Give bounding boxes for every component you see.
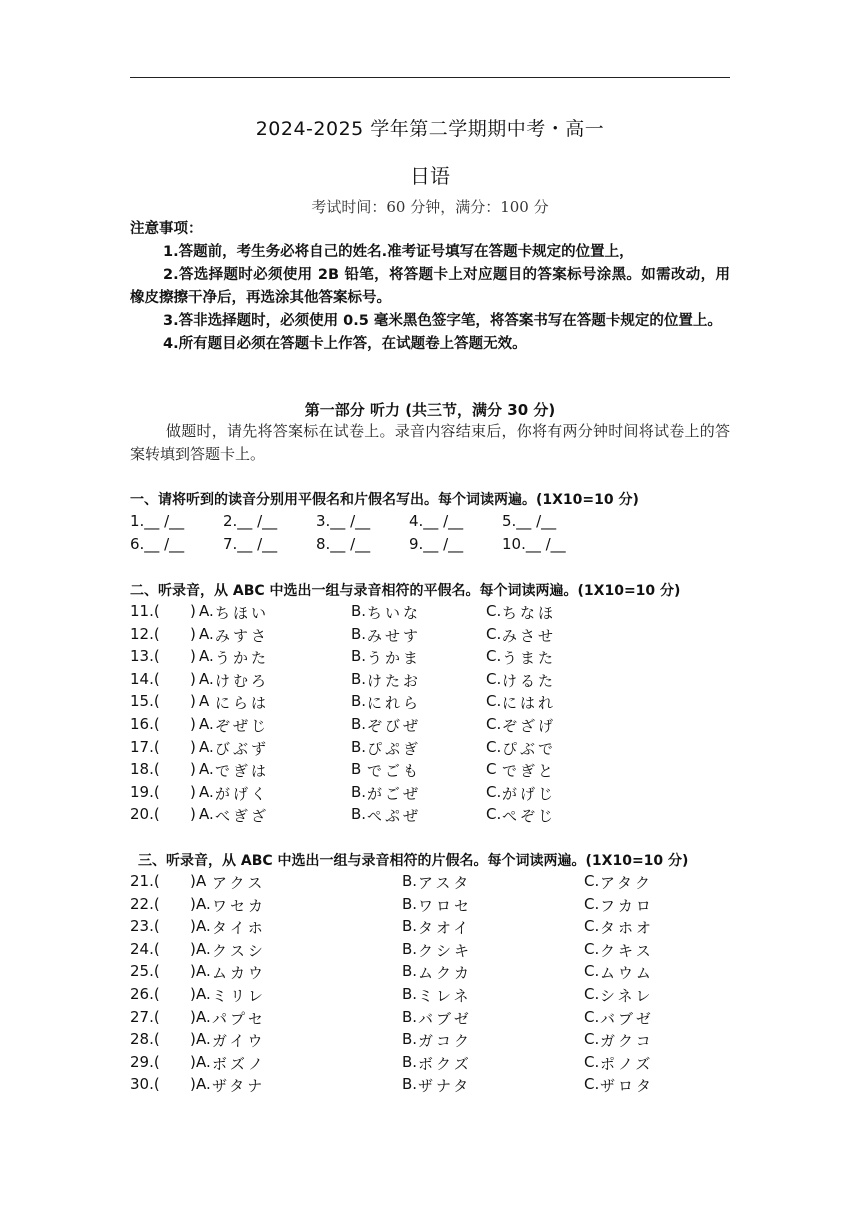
option-c-label: C. — [584, 962, 600, 981]
option-c-text: タホオ — [600, 919, 655, 938]
question-row — [130, 1008, 730, 1030]
option-c-text: ぺぞじ — [502, 807, 557, 826]
option-c-text: でぎと — [502, 762, 557, 781]
option-a-text: ワセカ — [212, 896, 267, 915]
option-a-text: ガイウ — [212, 1032, 266, 1051]
exam-info: 考试时间：60 分钟，满分：100 分 — [311, 198, 549, 216]
option-c-text: うまた — [502, 649, 557, 668]
blank-item: 4.__ /__ — [409, 512, 464, 530]
subject-title: 日语 — [410, 164, 450, 188]
option-c-text: シネレ — [600, 987, 654, 1005]
option-b-label: B. — [351, 737, 367, 756]
notes-heading: 注意事项： — [130, 221, 203, 237]
option-a-label: A. — [196, 939, 211, 958]
option-a-text: パプセ — [212, 1009, 266, 1028]
question-number: 21.( — [130, 872, 160, 890]
option-c-label: C — [486, 760, 497, 779]
question-number: 22.( — [130, 894, 160, 913]
option-a-label: A. — [199, 602, 214, 620]
answer-paren: ) — [190, 985, 196, 1003]
option-b-text: アスタ — [418, 874, 472, 892]
option-b-text: ボクズ — [418, 1054, 472, 1073]
option-c-label: C. — [486, 805, 502, 824]
option-a-label: A. — [196, 1030, 211, 1049]
option-a-text: べぎざ — [215, 807, 270, 826]
option-b-label: B. — [402, 1075, 418, 1094]
option-c-label: C. — [584, 917, 600, 936]
question-number: 15.( — [130, 692, 160, 711]
option-a-text: ちほい — [215, 604, 270, 622]
option-a-label: A. — [199, 647, 214, 666]
option-a-label: A. — [199, 805, 214, 824]
option-b-label: B. — [402, 939, 418, 958]
option-a-label: A. — [196, 962, 211, 981]
option-c-label: C. — [584, 1052, 600, 1071]
section1-title: 一、请将听到的读音分别用平假名和片假名写出。每个词读两遍。(1X10=10 分) — [130, 492, 639, 508]
option-c-text: ちなほ — [502, 604, 557, 622]
question-row — [130, 738, 730, 760]
question-number: 16.( — [130, 715, 160, 733]
blank-item: 10.__ /__ — [502, 535, 566, 553]
note-item: 4.所有题目必须在答题卡上作答，在试题卷上答题无效。 — [163, 336, 527, 352]
answer-paren: ) — [190, 917, 196, 936]
option-a-label: A. — [199, 624, 214, 643]
option-b-label: B — [351, 760, 362, 779]
option-b-text: みせす — [367, 626, 422, 645]
blank-item: 9.__ /__ — [409, 535, 464, 553]
option-b-label: B. — [402, 1052, 418, 1071]
option-c-label: C. — [584, 872, 600, 890]
answer-paren: ) — [190, 1030, 196, 1049]
answer-paren: ) — [190, 872, 196, 890]
answer-paren: ) — [190, 669, 196, 688]
option-a-label: A — [196, 872, 207, 890]
option-c-label: C. — [486, 647, 502, 666]
question-row — [130, 670, 730, 692]
question-row — [130, 1075, 730, 1097]
option-b-text: にれら — [367, 694, 422, 713]
option-c-text: ザロタ — [600, 1077, 655, 1096]
option-a-label: A. — [199, 782, 214, 801]
option-b-text: でごも — [367, 762, 422, 781]
option-b-text: ちいな — [367, 604, 422, 622]
option-a-text: ボズノ — [212, 1054, 267, 1073]
option-c-label: C. — [486, 782, 502, 801]
option-b-text: ぞびぜ — [367, 717, 422, 735]
option-b-text: ムクカ — [418, 964, 473, 983]
option-a-label: A. — [199, 737, 214, 756]
option-c-label: C. — [486, 715, 502, 733]
question-number: 25.( — [130, 962, 160, 981]
option-c-text: フカロ — [600, 896, 654, 915]
exam-title: 2024-2025 学年第二学期期中考・高一 — [255, 118, 605, 140]
note-item: 1.答题前，考生务必将自己的姓名.准考证号填写在答题卡规定的位置上， — [163, 244, 634, 260]
question-row — [130, 783, 730, 805]
blank-item: 2.__ /__ — [223, 512, 278, 530]
question-number: 17.( — [130, 737, 160, 756]
question-row — [130, 895, 730, 917]
option-a-text: ムカウ — [212, 964, 267, 983]
question-row — [130, 1030, 730, 1052]
option-a-text: タイホ — [212, 919, 266, 938]
answer-paren: ) — [190, 1007, 196, 1026]
header-rule — [130, 77, 730, 78]
question-row — [130, 715, 730, 737]
option-c-text: けるた — [502, 671, 557, 690]
option-b-label: B. — [402, 1007, 418, 1026]
question-number: 28.( — [130, 1030, 160, 1049]
question-row — [130, 692, 730, 714]
option-b-label: B. — [402, 872, 418, 890]
answer-paren: ) — [190, 692, 196, 711]
question-row — [130, 647, 730, 669]
option-b-label: B. — [351, 805, 367, 824]
option-b-label: B. — [402, 917, 418, 936]
option-b-label: B. — [351, 692, 367, 711]
note-item: 2.答选择题时必须使用 2B 铅笔，将答题卡上对应题目的答案标号涂黑。如需改动，用橡皮擦擦干净后，再选涂其他答案标号。 — [130, 267, 730, 306]
option-b-label: B. — [402, 962, 418, 981]
option-a-text: アクス — [212, 874, 266, 892]
answer-paren: ) — [190, 715, 196, 733]
option-a-label: A. — [196, 985, 211, 1003]
answer-paren: ) — [190, 782, 196, 801]
option-b-label: B. — [402, 985, 418, 1003]
question-row — [130, 917, 730, 939]
question-row — [130, 805, 730, 827]
option-a-label: A. — [196, 1075, 211, 1094]
answer-paren: ) — [190, 805, 196, 824]
option-b-text: バブゼ — [418, 1009, 472, 1028]
question-number: 30.( — [130, 1075, 160, 1094]
option-b-text: うかま — [367, 649, 422, 668]
option-b-text: クシキ — [418, 941, 473, 960]
option-b-text: ガコク — [418, 1032, 473, 1051]
option-b-text: がごぜ — [367, 784, 422, 803]
part1-intro: 做题时，请先将答案标在试卷上。录音内容结束后，你将有两分钟时间将试卷上的答案转填到答题卡上。 — [130, 422, 730, 463]
section3-title: 三、听录音，从 ABC 中选出一组与录音相符的片假名。每个词读两遍。(1X10=10 分) — [138, 853, 689, 869]
option-c-label: C. — [486, 692, 502, 711]
option-c-label: C. — [486, 669, 502, 688]
option-c-label: C. — [486, 602, 502, 620]
option-a-text: がげく — [215, 784, 270, 803]
option-c-text: バブゼ — [600, 1009, 654, 1028]
option-a-label: A. — [199, 760, 214, 779]
option-a-text: にらは — [215, 694, 270, 713]
question-number: 12.( — [130, 624, 160, 643]
option-b-text: タオイ — [418, 919, 472, 938]
option-b-text: ザナタ — [418, 1077, 472, 1096]
blank-item: 8.__ /__ — [316, 535, 371, 553]
option-c-text: がげじ — [502, 784, 557, 803]
question-row — [130, 602, 730, 624]
blank-item: 6.__ /__ — [130, 535, 185, 553]
option-b-text: ワロセ — [418, 896, 473, 915]
answer-paren: ) — [190, 939, 196, 958]
answer-paren: ) — [190, 737, 196, 756]
option-c-text: ぴぶで — [502, 739, 557, 758]
option-a-label: A. — [199, 715, 214, 733]
option-c-label: C. — [584, 1030, 600, 1049]
option-c-label: C. — [584, 1075, 600, 1094]
question-row — [130, 985, 730, 1007]
option-c-text: クキス — [600, 941, 654, 960]
option-c-text: にはれ — [502, 694, 557, 713]
blank-item: 3.__ /__ — [316, 512, 371, 530]
option-b-text: ぺぷぜ — [367, 807, 422, 826]
part1-title: 第一部分 听力 (共三节，满分 30 分) — [304, 401, 556, 419]
option-a-text: うかた — [215, 649, 270, 668]
blank-item: 5.__ /__ — [502, 512, 557, 530]
option-b-text: ぴぷぎ — [367, 739, 422, 758]
option-a-text: ザタナ — [212, 1077, 266, 1096]
option-c-label: C. — [584, 939, 600, 958]
option-a-label: A. — [196, 917, 211, 936]
option-a-text: でぎは — [215, 762, 270, 781]
question-number: 27.( — [130, 1007, 160, 1026]
option-a-label: A. — [196, 1007, 211, 1026]
question-number: 24.( — [130, 939, 160, 958]
question-number: 11.( — [130, 602, 160, 620]
option-b-label: B. — [351, 669, 367, 688]
option-c-text: みさせ — [502, 626, 557, 645]
option-b-label: B. — [402, 1030, 418, 1049]
section2-title: 二、听录音，从 ABC 中选出一组与录音相符的平假名。每个词读两遍。(1X10=10 分) — [130, 583, 681, 599]
answer-paren: ) — [190, 1052, 196, 1071]
option-b-label: B. — [351, 782, 367, 801]
question-row — [130, 872, 730, 894]
option-b-label: B. — [351, 602, 367, 620]
option-c-text: ぞざげ — [502, 717, 557, 735]
option-b-label: B. — [351, 624, 367, 643]
option-a-label: A. — [199, 669, 214, 688]
question-number: 26.( — [130, 985, 160, 1003]
question-row — [130, 1053, 730, 1075]
option-c-text: ガクコ — [600, 1032, 654, 1051]
blank-item: 1.__ /__ — [130, 512, 185, 530]
question-row — [130, 625, 730, 647]
question-number: 20.( — [130, 805, 160, 824]
option-b-text: けたお — [367, 671, 422, 690]
option-a-text: ぞぜじ — [215, 717, 270, 735]
option-b-text: ミレネ — [418, 987, 472, 1005]
question-row — [130, 760, 730, 782]
option-a-label: A. — [196, 1052, 211, 1071]
option-c-label: C. — [584, 894, 600, 913]
option-c-text: ムウム — [600, 964, 654, 983]
question-number: 18.( — [130, 760, 160, 779]
blank-item: 7.__ /__ — [223, 535, 278, 553]
option-a-label: A. — [196, 894, 211, 913]
option-c-text: アタク — [600, 874, 653, 892]
notes-block — [130, 218, 730, 356]
question-number: 14.( — [130, 669, 160, 688]
question-number: 13.( — [130, 647, 160, 666]
option-c-label: C. — [584, 1007, 600, 1026]
option-a-text: みすさ — [215, 626, 270, 645]
answer-paren: ) — [190, 602, 196, 620]
answer-paren: ) — [190, 647, 196, 666]
answer-paren: ) — [190, 962, 196, 981]
question-number: 19.( — [130, 782, 160, 801]
option-a-text: ミリレ — [212, 987, 267, 1005]
option-c-text: ポノズ — [600, 1054, 654, 1073]
option-a-text: びぶず — [215, 739, 270, 758]
option-a-text: クスシ — [212, 941, 266, 960]
answer-paren: ) — [190, 894, 196, 913]
option-b-label: B. — [402, 894, 418, 913]
option-c-label: C. — [584, 985, 600, 1003]
option-a-text: けむろ — [215, 671, 270, 690]
question-number: 23.( — [130, 917, 160, 936]
option-a-label: A — [199, 692, 210, 711]
answer-paren: ) — [190, 760, 196, 779]
answer-paren: ) — [190, 624, 196, 643]
option-c-label: C. — [486, 624, 502, 643]
question-number: 29.( — [130, 1052, 160, 1071]
answer-paren: ) — [190, 1075, 196, 1094]
question-row — [130, 940, 730, 962]
option-c-label: C. — [486, 737, 502, 756]
note-item: 3.答非选择题时，必须使用 0.5 毫米黑色签字笔，将答案书写在答题卡规定的位置上。 — [163, 313, 722, 329]
option-b-label: B. — [351, 647, 367, 666]
question-row — [130, 962, 730, 984]
option-b-label: B. — [351, 715, 367, 733]
